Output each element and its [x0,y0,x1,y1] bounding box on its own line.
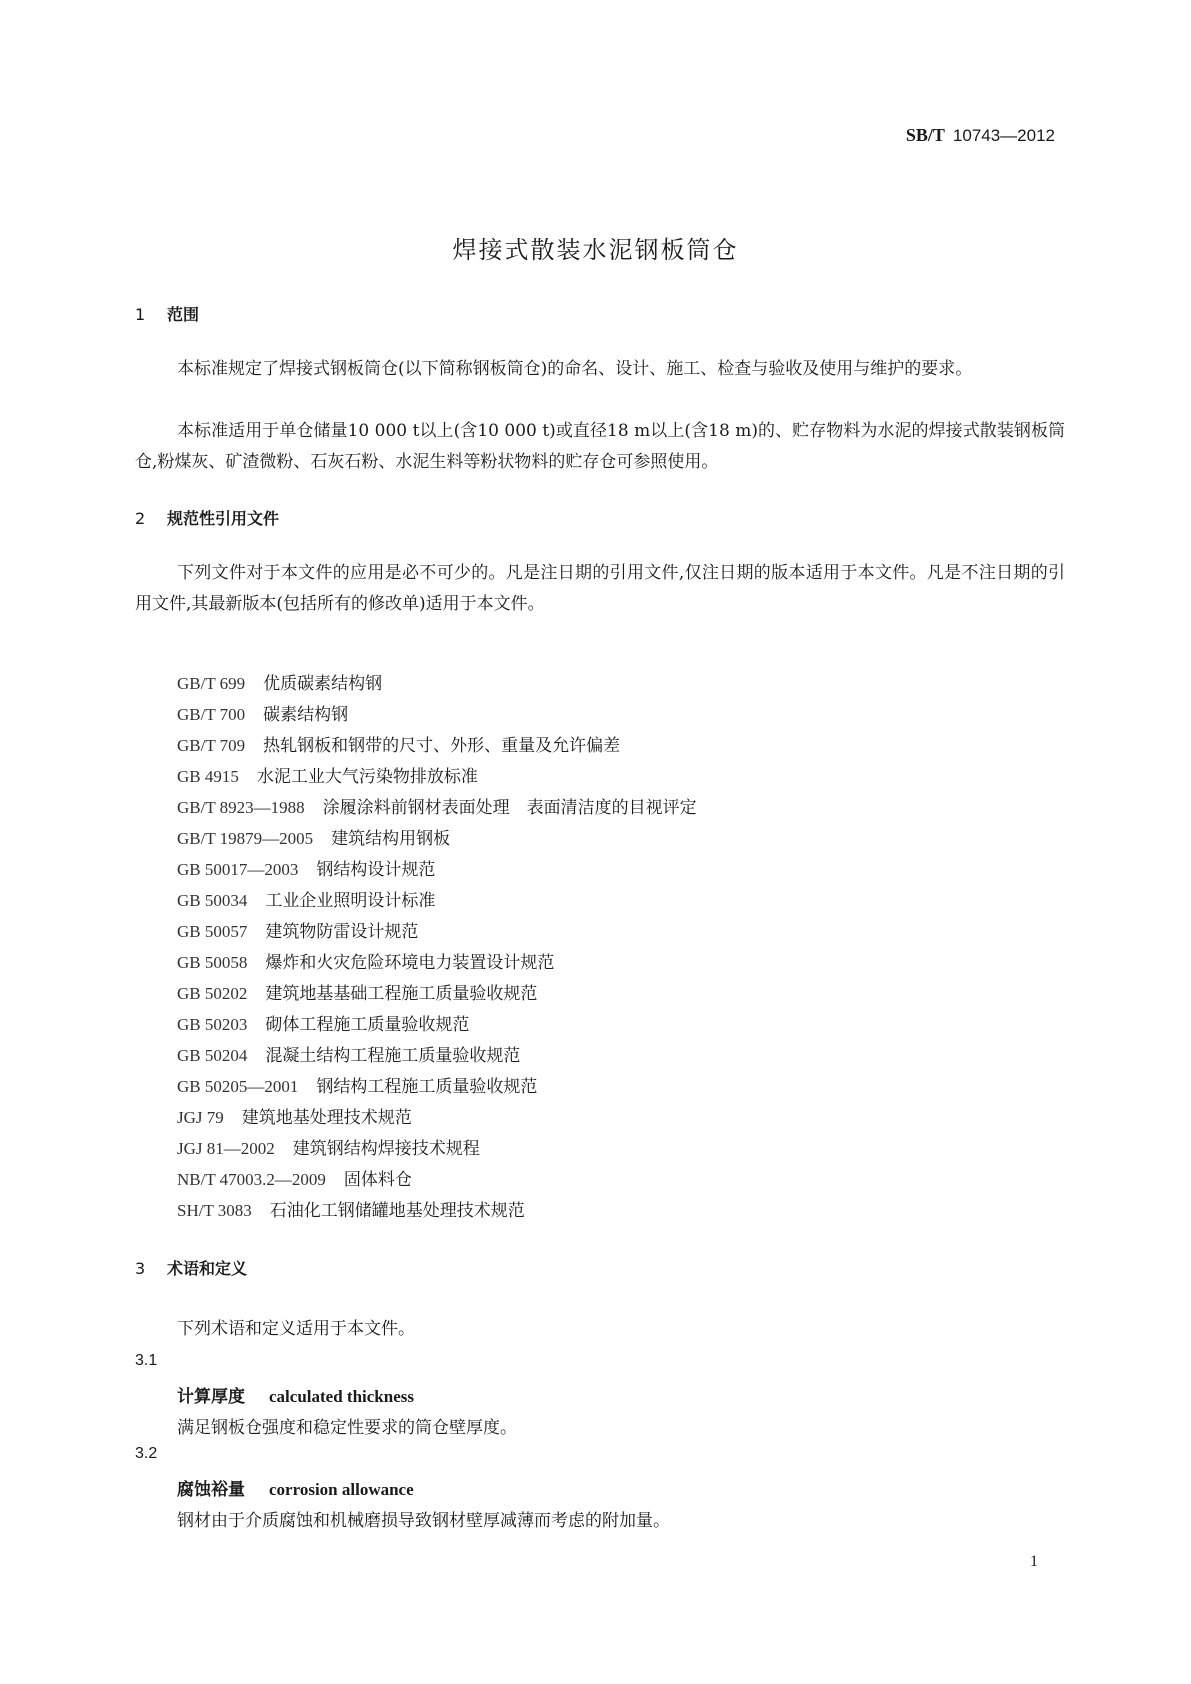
reference-item: GB 50203 砌体工程施工质量验收规范 [177,1015,470,1035]
reference-item: GB 50058 爆炸和火灾危险环境电力装置设计规范 [177,953,555,973]
reference-item: JGJ 81—2002 建筑钢结构焊接技术规程 [177,1139,480,1159]
paragraph: 本标准适用于单仓储量10 000 t以上(含10 000 t)或直径18 m以上(含18 m)的、贮存物料为水泥的焊接式散装钢板筒仓,粉煤灰、矿渣微粉、石灰石粉、水泥生料等粉状物料的贮存仓可参照使用。 [135,421,1065,472]
term-definition: 钢材由于介质腐蚀和机械磨损导致钢材壁厚减薄而考虑的附加量。 [177,1511,670,1531]
standard-prefix: SB/T [905,125,945,145]
reference-item: GB/T 709 热轧钢板和钢带的尺寸、外形、重量及允许偏差 [177,736,621,756]
reference-item: GB 50204 混凝土结构工程施工质量验收规范 [177,1046,521,1066]
clause-number: 3.1 [135,1352,158,1369]
reference-item: SH/T 3083 石油化工钢储罐地基处理技术规范 [177,1201,525,1221]
term-definition: 满足钢板仓强度和稳定性要求的筒仓壁厚度。 [177,1418,517,1438]
reference-list [177,668,697,1226]
reference-item: GB 50202 建筑地基基础工程施工质量验收规范 [177,984,538,1004]
reference-item: JGJ 79 建筑地基处理技术规范 [177,1108,412,1128]
reference-item: GB/T 19879—2005 建筑结构用钢板 [177,829,451,849]
document-title: 焊接式散装水泥钢板筒仓 [452,236,739,264]
term-heading: 计算厚度 calculated thickness [177,1387,414,1407]
page-number: 1 [1030,1553,1038,1570]
clause-number: 3.2 [135,1445,158,1462]
standard-number: 10743—2012 [952,126,1055,145]
section-heading-2: 2 规范性引用文件 [135,509,280,528]
paragraph: 下列术语和定义适用于本文件。 [177,1319,415,1339]
section-heading-3: 3 术语和定义 [135,1259,248,1278]
reference-item: GB 4915 水泥工业大气污染物排放标准 [177,767,478,787]
reference-item: GB 50034 工业企业照明设计标准 [177,891,436,911]
reference-item: GB/T 700 碳素结构钢 [177,705,349,725]
reference-item: GB/T 699 优质碳素结构钢 [177,674,383,694]
reference-item: NB/T 47003.2—2009 固体料仓 [177,1170,412,1190]
reference-item: GB 50057 建筑物防雷设计规范 [177,922,419,942]
reference-item: GB/T 8923—1988 涂履涂料前钢材表面处理 表面清洁度的目视评定 [177,798,697,818]
paragraph: 本标准规定了焊接式钢板筒仓(以下简称钢板筒仓)的命名、设计、施工、检查与验收及使用与维护的要求。 [177,359,973,379]
section-heading-1: 1 范围 [135,305,200,324]
term-heading: 腐蚀裕量 corrosion allowance [177,1480,414,1500]
paragraph: 下列文件对于本文件的应用是必不可少的。凡是注日期的引用文件,仅注日期的版本适用于本文件。凡是不注日期的引用文件,其最新版本(包括所有的修改单)适用于本文件。 [135,563,1065,614]
standard-code [906,125,1055,146]
reference-item: GB 50017—2003 钢结构设计规范 [177,860,436,880]
reference-item: GB 50205—2001 钢结构工程施工质量验收规范 [177,1077,538,1097]
